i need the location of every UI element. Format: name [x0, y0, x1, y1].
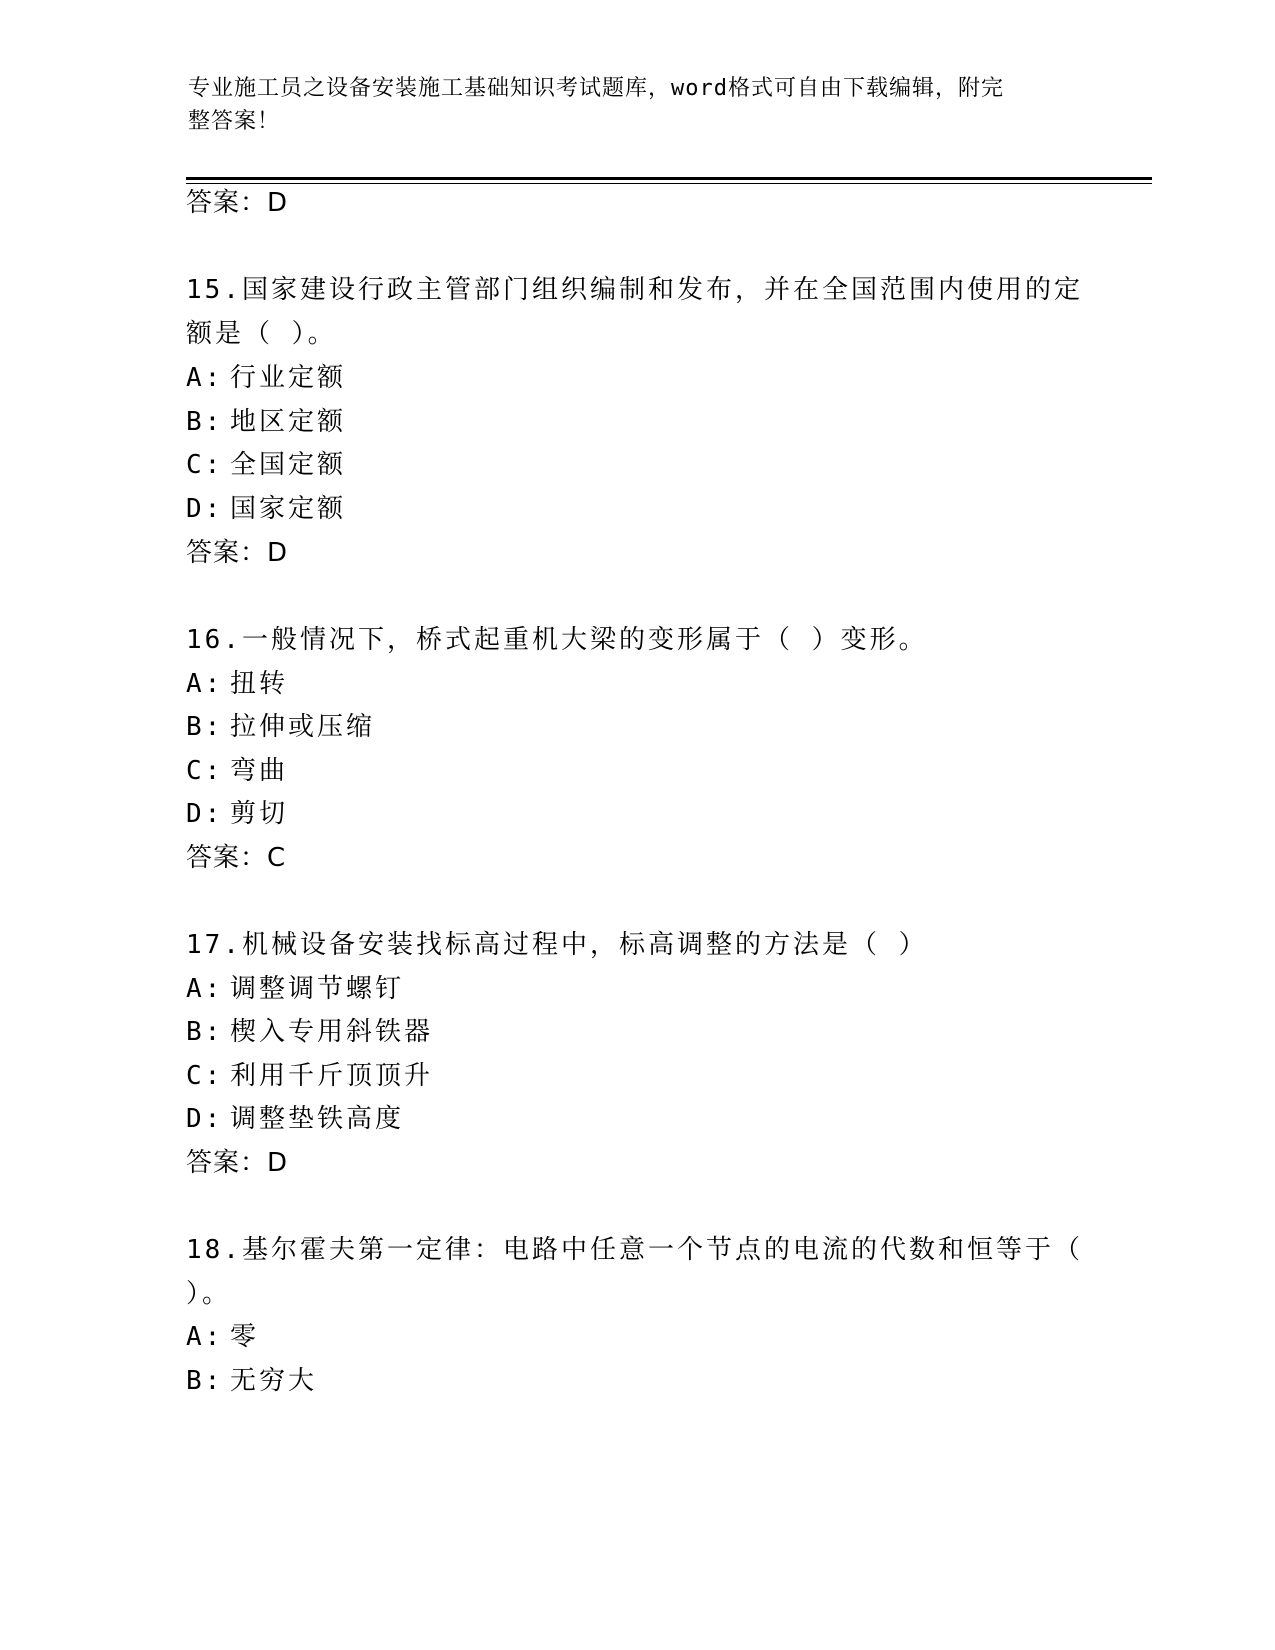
option-key: A: [186, 1322, 224, 1352]
option-key: C: [186, 756, 224, 786]
option-text: 剪切 [230, 799, 289, 829]
question-16-option-c [186, 753, 288, 789]
question-16-option-a [186, 666, 288, 702]
question-15-option-c [186, 447, 346, 483]
question-18-stem-line-1: 18.基尔霍夫第一定律：电路中任意一个节点的电流的代数和恒等于（ [186, 1235, 1083, 1265]
option-key: A: [186, 669, 224, 699]
question-15-answer: 答案：D [186, 538, 289, 568]
question-15-stem-line-2: 额是（ ）。 [186, 319, 337, 349]
question-17-option-d [186, 1101, 404, 1137]
option-text: 利用千斤顶顶升 [230, 1061, 434, 1091]
question-15-option-b [186, 404, 346, 440]
option-text: 国家定额 [230, 494, 347, 524]
question-17-option-b [186, 1014, 433, 1050]
option-text: 扭转 [230, 669, 289, 699]
option-text: 无穷大 [230, 1366, 318, 1396]
option-key: B: [186, 1017, 224, 1047]
option-key: D: [186, 1104, 224, 1134]
option-text: 拉伸或压缩 [230, 712, 376, 742]
option-key: B: [186, 712, 224, 742]
question-18-stem-line-2: ）。 [186, 1279, 232, 1309]
option-text: 调整调节螺钉 [230, 974, 405, 1004]
question-16-option-d [186, 796, 288, 832]
option-key: C: [186, 1061, 224, 1091]
option-text: 地区定额 [230, 407, 347, 437]
question-17-option-a [186, 971, 404, 1007]
option-key: D: [186, 799, 224, 829]
question-16-option-b [186, 709, 375, 745]
question-17-answer: 答案：D [186, 1148, 289, 1178]
question-15-option-a [186, 360, 346, 396]
question-17-option-c [186, 1058, 433, 1094]
question-16-answer: 答案：C [186, 843, 287, 873]
header-divider-thick [186, 177, 1152, 180]
option-text: 全国定额 [230, 450, 347, 480]
option-key: A: [186, 363, 224, 393]
question-18-option-a [186, 1319, 259, 1355]
option-key: D: [186, 494, 224, 524]
option-key: A: [186, 974, 224, 1004]
question-16-stem-line-1: 16.一般情况下，桥式起重机大梁的变形属于（ ）变形。 [186, 625, 928, 655]
option-text: 楔入专用斜铁器 [230, 1017, 434, 1047]
option-text: 行业定额 [230, 363, 347, 393]
option-key: B: [186, 1366, 224, 1396]
document-header [188, 72, 1068, 138]
header-divider-thin [186, 183, 1152, 184]
question-15-stem-line-1: 15.国家建设行政主管部门组织编制和发布，并在全国范围内使用的定 [186, 275, 1083, 305]
option-text: 零 [230, 1322, 260, 1352]
option-text: 弯曲 [230, 756, 289, 786]
question-17-stem-line-1: 17.机械设备安装找标高过程中，标高调整的方法是（ ） [186, 930, 928, 960]
answer-prev: 答案：D [186, 188, 289, 218]
option-key: C: [186, 450, 224, 480]
header-line-1: 专业施工员之设备安装施工基础知识考试题库，word格式可自由下载编辑，附完 [188, 76, 1004, 101]
header-line-2: 整答案！ [188, 109, 281, 134]
option-key: B: [186, 407, 224, 437]
question-15-option-d [186, 491, 346, 527]
question-18-option-b [186, 1363, 317, 1399]
option-text: 调整垫铁高度 [230, 1104, 405, 1134]
